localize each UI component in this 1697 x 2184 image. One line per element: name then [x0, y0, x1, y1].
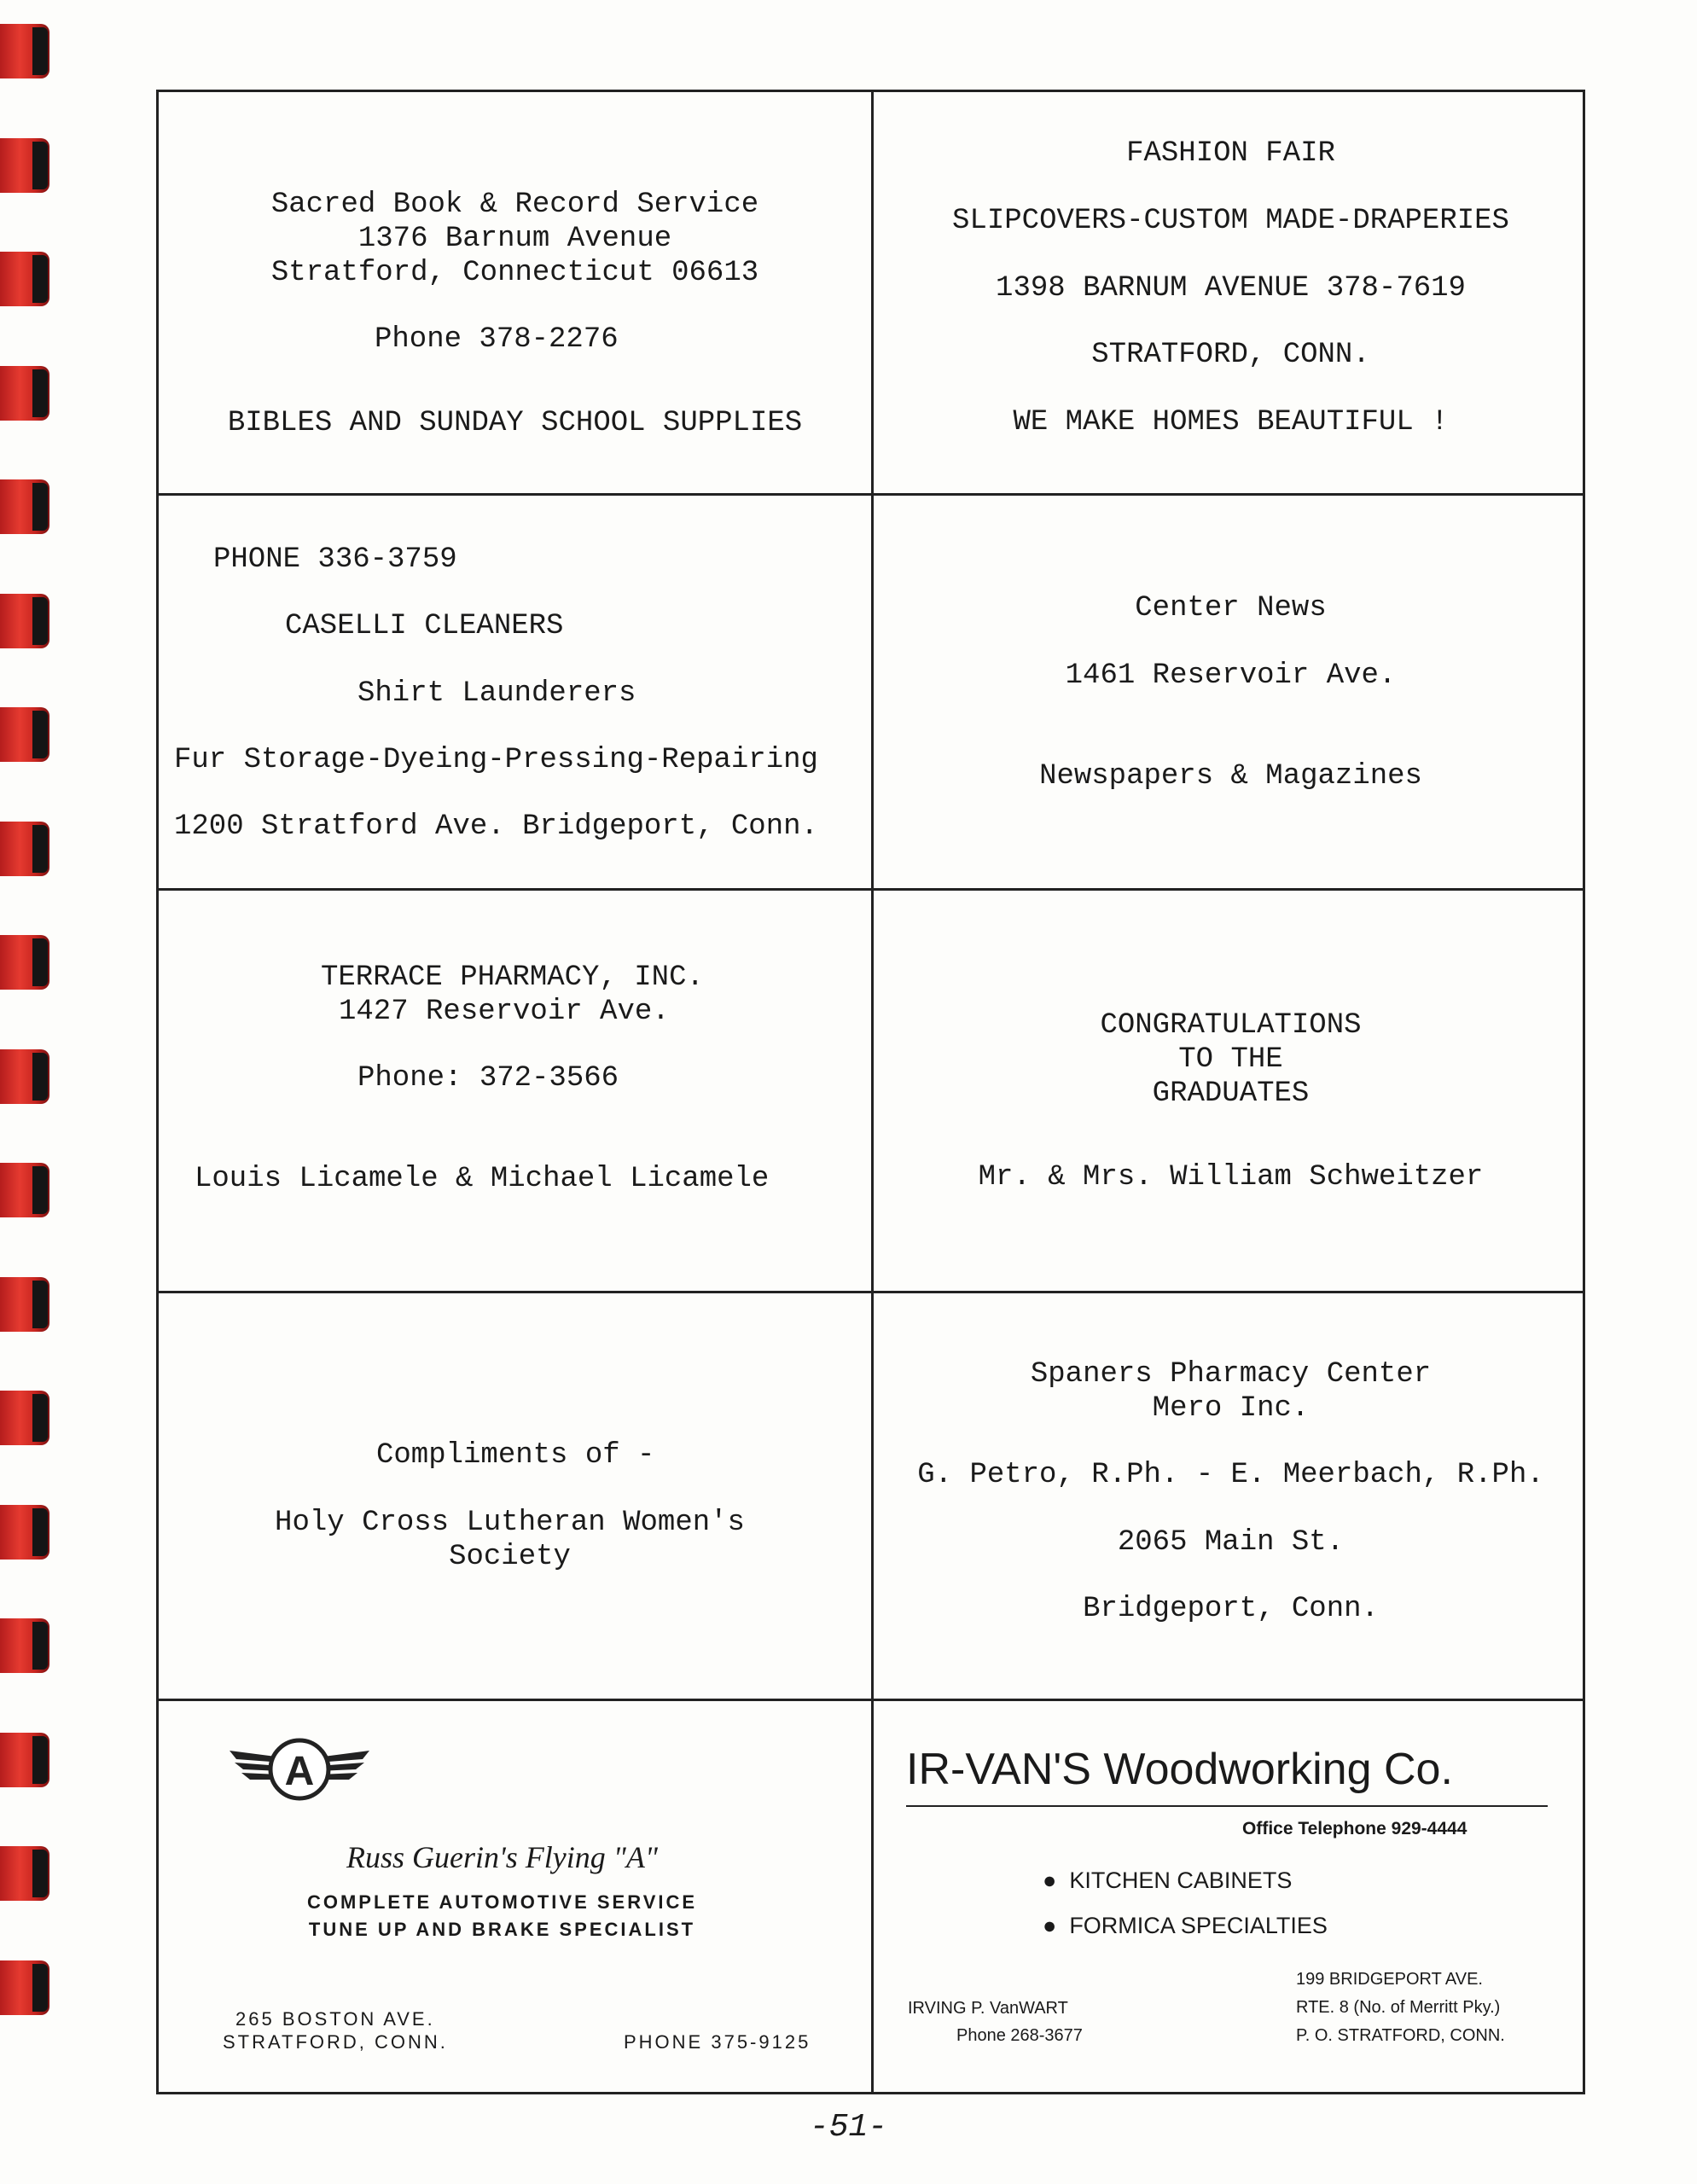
congrats-line: CONGRATULATIONS: [1100, 1009, 1362, 1042]
binding-ring: [0, 822, 49, 876]
ad-holy-cross: [159, 1293, 871, 1699]
owner-name: IRVING P. VanWART: [908, 1999, 1068, 2018]
address: 1200 Stratford Ave. Bridgeport, Conn.: [174, 810, 818, 843]
subtitle: Shirt Launderers: [357, 677, 636, 710]
phone: PHONE 336-3759: [213, 543, 457, 576]
binding-ring: [0, 366, 49, 421]
ad-sacred-book: [159, 92, 871, 493]
business-name: Sacred Book & Record Service: [270, 189, 759, 221]
binding-ring: [0, 479, 49, 534]
congrats-line: GRADUATES: [1152, 1077, 1310, 1110]
business-name: TERRACE PHARMACY, INC.: [321, 961, 704, 994]
ad-congratulations: [874, 891, 1588, 1291]
ad-fashion-fair: [874, 92, 1588, 493]
address: 1461 Reservoir Ave.: [1065, 659, 1397, 692]
city: Bridgeport, Conn.: [1083, 1593, 1379, 1625]
binding-ring: [0, 1391, 49, 1445]
ad-grid: [156, 90, 1585, 2094]
page-number: -51-: [809, 2109, 888, 2146]
phone: PHONE 375-9125: [624, 2031, 811, 2053]
ad-terrace-pharmacy: [159, 891, 871, 1291]
ad-spaners-pharmacy: [874, 1293, 1588, 1699]
organization-name-cont: Society: [449, 1541, 571, 1573]
bullet-icon: ●: [1043, 1913, 1070, 1938]
street-address: 265 BOSTON AVE.: [235, 2008, 435, 2030]
bullet-item: ● FORMICA SPECIALTIES: [1043, 1913, 1328, 1938]
ad-irvans-woodworking: [874, 1701, 1588, 2094]
ad-caselli-cleaners: [159, 496, 871, 888]
office-phone: Office Telephone 929-4444: [1242, 1819, 1467, 1838]
binding-ring: [0, 594, 49, 648]
business-name: IR-VAN'S Woodworking Co.: [906, 1745, 1453, 1794]
binding-ring: [0, 1277, 49, 1332]
business-name-cont: Mero Inc.: [1152, 1392, 1310, 1425]
flying-a-logo-icon: [223, 1727, 376, 1812]
binding-ring: [0, 1846, 49, 1901]
business-name: CASELLI CLEANERS: [285, 610, 564, 642]
spiral-binding: [0, 0, 60, 2184]
binding-ring: [0, 1049, 49, 1104]
street-address: 1376 Barnum Avenue: [357, 223, 672, 255]
owner-phone: Phone 268-3677: [956, 2026, 1083, 2045]
service-line: TUNE UP AND BRAKE SPECIALIST: [308, 1919, 696, 1940]
binding-ring: [0, 1163, 49, 1217]
compliments-line: Compliments of -: [376, 1439, 655, 1472]
binding-ring: [0, 1505, 49, 1560]
services: SLIPCOVERS-CUSTOM MADE-DRAPERIES: [952, 205, 1509, 237]
binding-ring: [0, 1733, 49, 1787]
address-line: P. O. STRATFORD, CONN.: [1296, 2026, 1505, 2045]
bullet-item: ● KITCHEN CABINETS: [1043, 1867, 1293, 1893]
tagline: BIBLES AND SUNDAY SCHOOL SUPPLIES: [227, 407, 803, 439]
business-name: Center News: [1135, 592, 1327, 624]
binding-ring: [0, 1960, 49, 2015]
binding-ring: [0, 252, 49, 306]
address: 1427 Reservoir Ave.: [339, 996, 670, 1028]
business-name: Russ Guerin's Flying "A": [346, 1840, 658, 1874]
congrats-line: TO THE: [1178, 1043, 1283, 1076]
tagline: Newspapers & Magazines: [1039, 760, 1422, 793]
binding-ring: [0, 707, 49, 762]
binding-ring: [0, 24, 49, 78]
owners: Louis Licamele & Michael Licamele: [195, 1163, 770, 1195]
service-line: COMPLETE AUTOMOTIVE SERVICE: [306, 1891, 698, 1913]
city: STRATFORD, CONN.: [223, 2031, 448, 2053]
business-name: FASHION FAIR: [1126, 137, 1335, 170]
organization-name: Holy Cross Lutheran Women's: [275, 1507, 745, 1539]
services: Fur Storage-Dyeing-Pressing-Repairing: [174, 744, 818, 776]
svg-text:A: A: [284, 1749, 315, 1794]
city: STRATFORD, CONN.: [1091, 339, 1370, 371]
bullet-icon: ●: [1043, 1867, 1070, 1893]
phone: Phone: 372-3566: [357, 1062, 619, 1095]
pharmacists: G. Petro, R.Ph. - E. Meerbach, R.Ph.: [917, 1459, 1544, 1491]
address-line: 199 BRIDGEPORT AVE.: [1296, 1970, 1483, 1989]
divider: [906, 1805, 1548, 1807]
sponsor-name: Mr. & Mrs. William Schweitzer: [978, 1161, 1484, 1194]
business-name: Spaners Pharmacy Center: [1030, 1358, 1432, 1391]
slogan: WE MAKE HOMES BEAUTIFUL !: [1013, 406, 1449, 439]
ad-center-news: [874, 496, 1588, 888]
binding-ring: [0, 935, 49, 990]
address-line: RTE. 8 (No. of Merritt Pky.): [1296, 1998, 1501, 2017]
binding-ring: [0, 138, 49, 193]
address: 2065 Main St.: [1117, 1526, 1345, 1559]
phone: Phone 378-2276: [375, 323, 619, 356]
address-phone: 1398 BARNUM AVENUE 378-7619: [996, 272, 1466, 305]
city: Stratford, Connecticut 06613: [270, 257, 759, 289]
binding-ring: [0, 1618, 49, 1673]
ad-flying-a: [159, 1701, 871, 2094]
